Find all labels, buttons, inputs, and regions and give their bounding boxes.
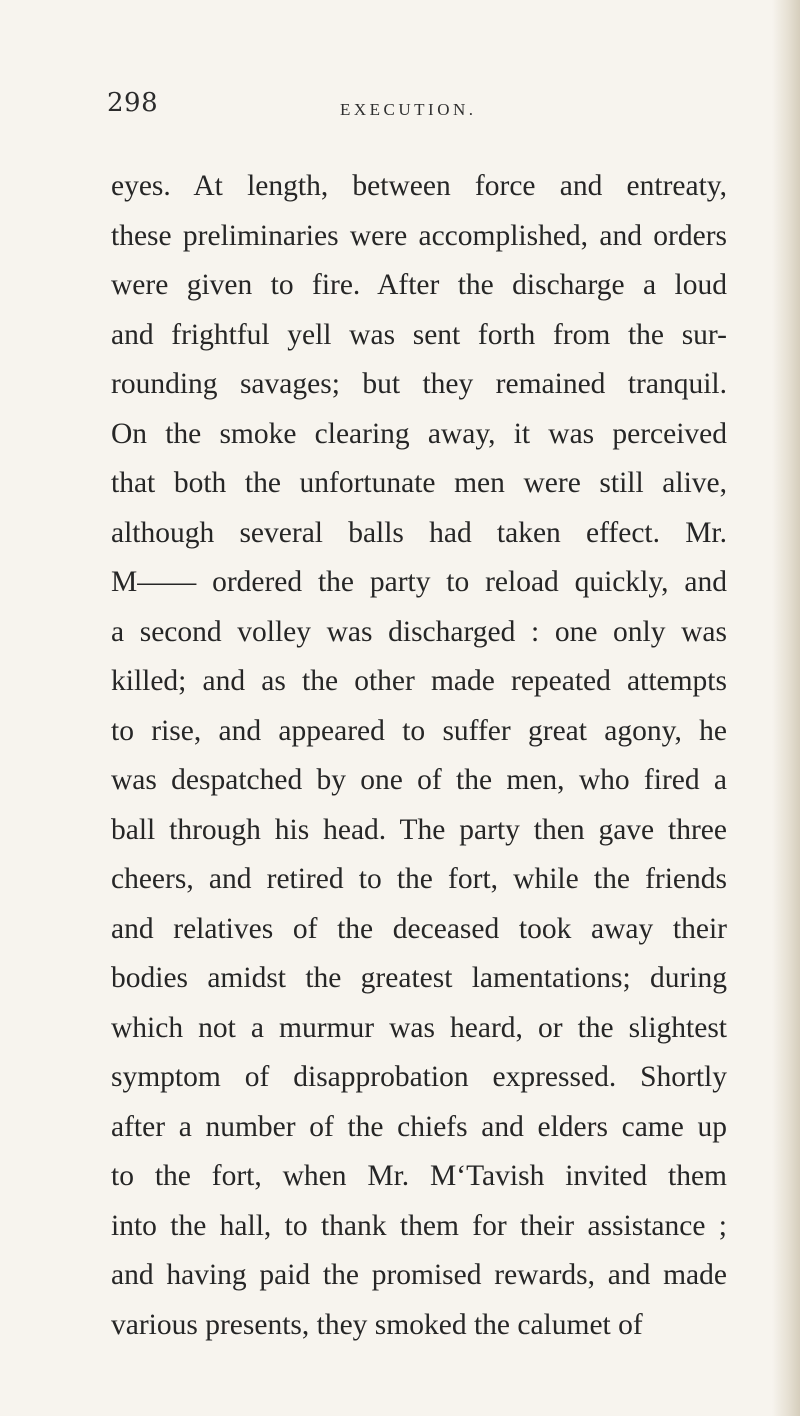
text-line: M—— ordered the party to reload quickly, and <box>111 566 727 598</box>
page-number: 298 <box>107 88 159 118</box>
text-line: after a number of the chiefs and elders came up <box>111 1110 727 1143</box>
text-line: which not a murmur was heard, or the slightest <box>111 1011 727 1044</box>
text-line: although several balls had taken effect. Mr. <box>111 516 727 549</box>
text-line: and having paid the promised rewards, and made <box>111 1259 727 1291</box>
body-text <box>111 162 727 1350</box>
text-line: into the hall, to thank them for their assistance ; <box>111 1209 727 1242</box>
text-line: were given to fire. After the discharge a loud <box>111 269 727 301</box>
text-line: bodies amidst the greatest lamentations; during <box>111 962 727 994</box>
text-line: cheers, and retired to the fort, while the friends <box>111 863 727 895</box>
page-header <box>0 88 800 136</box>
text-line: various presents, they smoked the calumet of <box>111 1308 643 1341</box>
text-line: eyes. At length, between force and entreaty, <box>111 170 727 202</box>
text-line: rounding savages; but they remained tranquil. <box>111 368 727 400</box>
text-line: and frightful yell was sent forth from the sur- <box>111 318 727 351</box>
text-line: On the smoke clearing away, it was perceived <box>111 417 727 450</box>
text-line: to rise, and appeared to suffer great agony, he <box>111 714 727 747</box>
text-line: ball through his head. The party then gave three <box>111 813 727 846</box>
text-line: symptom of disapprobation expressed. Shortly <box>111 1061 727 1093</box>
text-line: killed; and as the other made repeated attempts <box>111 665 727 697</box>
text-line: a second volley was discharged : one only was <box>111 615 727 648</box>
running-head: EXECUTION. <box>340 100 477 119</box>
text-line: and relatives of the deceased took away their <box>111 912 727 945</box>
text-line: to the fort, when Mr. M‘Tavish invited them <box>111 1160 727 1192</box>
text-line: that both the unfortunate men were still alive, <box>111 467 727 499</box>
page-edge-shadow <box>772 0 800 1416</box>
text-line: was despatched by one of the men, who fired a <box>111 764 727 796</box>
text-line: these preliminaries were accomplished, and orders <box>111 219 727 252</box>
